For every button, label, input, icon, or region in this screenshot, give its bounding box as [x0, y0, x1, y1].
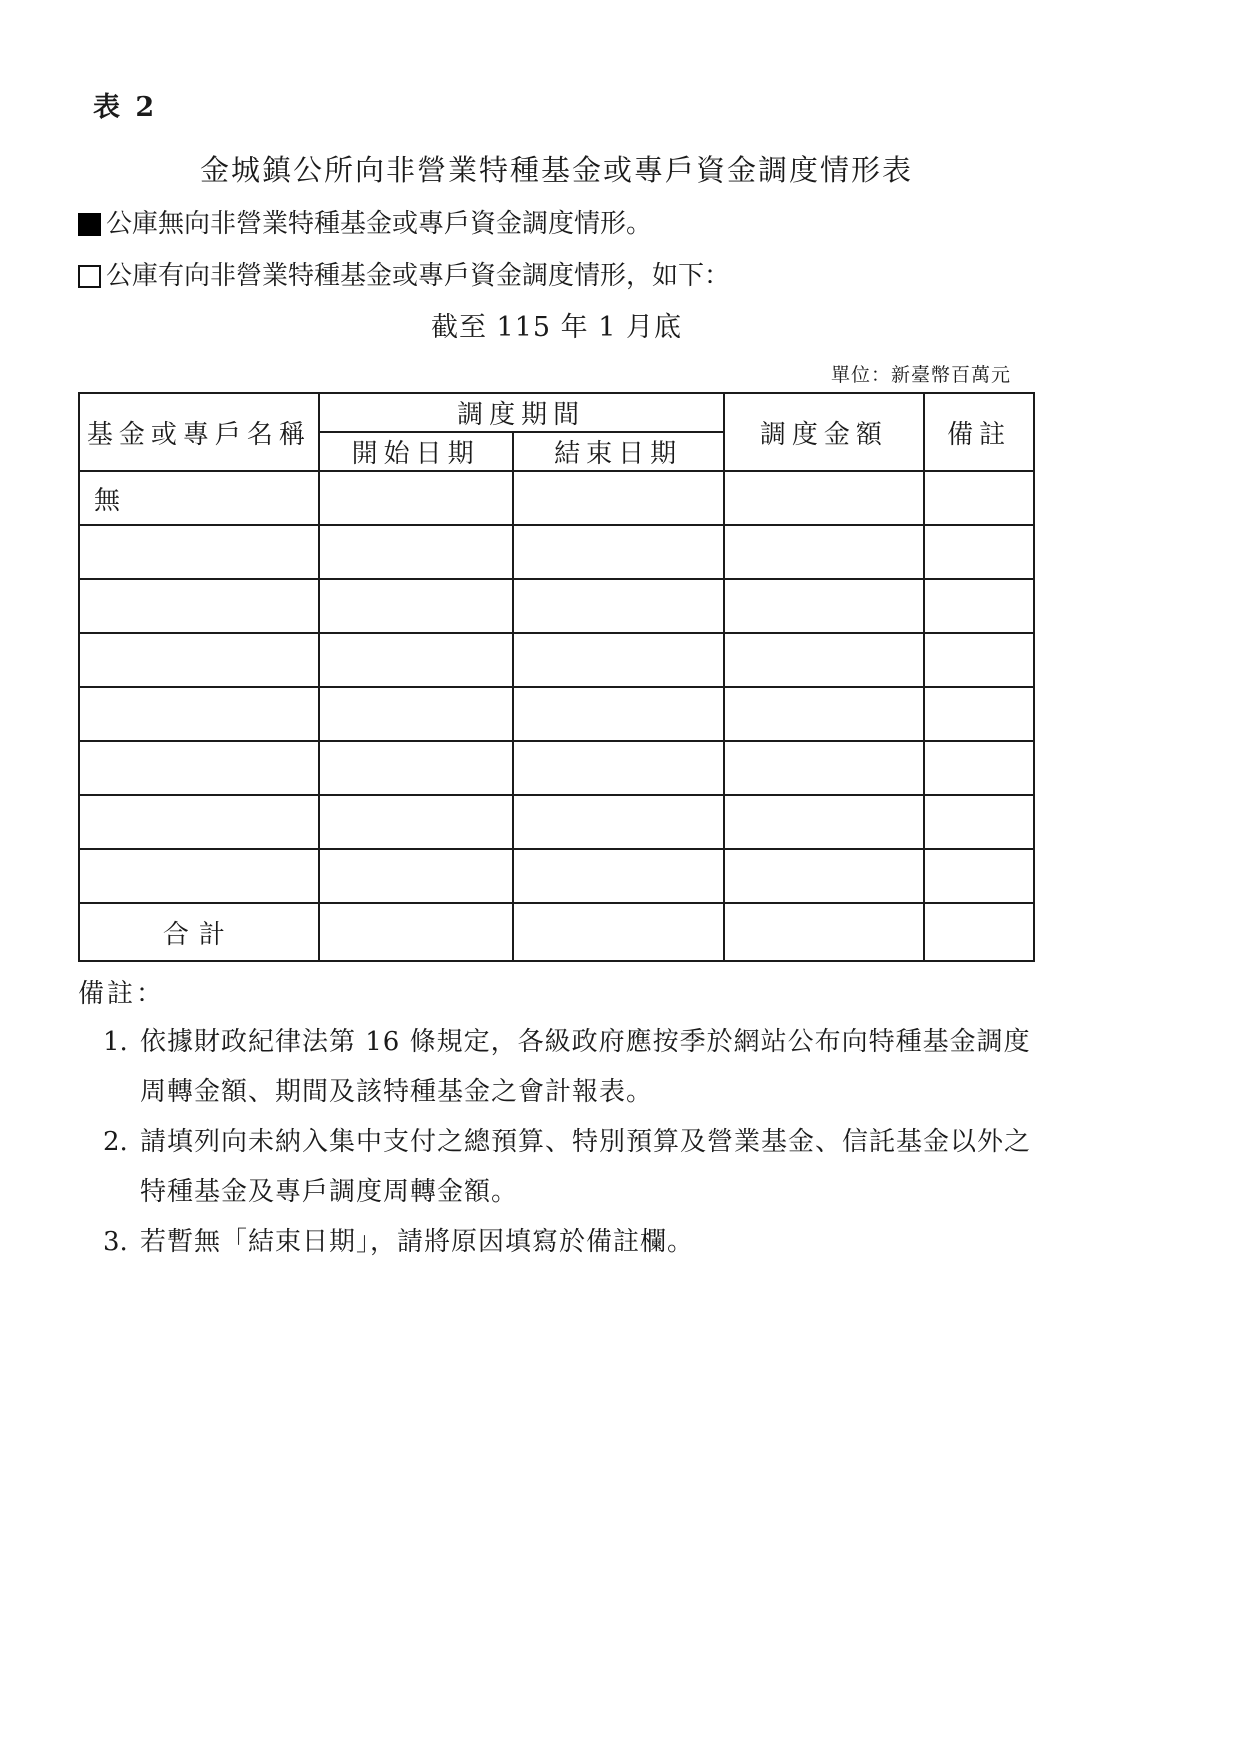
table-cell: [924, 471, 1034, 525]
as-of-date: 截至 115 年 1 月底: [430, 312, 683, 343]
checkbox-no-transfer-label: 公庫無向非營業特種基金或專戶資金調度情形。: [106, 209, 653, 239]
note-text: 依據財政紀律法第 16 條規定，各級政府應按季於網站公布向特種基金調度周轉金額、期間及該特種基金之會計報表。: [140, 1027, 1031, 1107]
fund-name-cell: 無: [79, 471, 319, 525]
table-cell: [513, 471, 724, 525]
header-start-date: 開始日期: [319, 432, 513, 471]
table-cell: [924, 903, 1034, 961]
table-row: [79, 849, 1034, 903]
table-cell: [924, 633, 1034, 687]
checkbox-filled-icon: [78, 213, 101, 236]
table-cell: [513, 795, 724, 849]
checkbox-empty-icon: [78, 265, 101, 288]
fund-name-cell: [79, 579, 319, 633]
total-row: [79, 903, 1034, 961]
table-cell: [924, 849, 1034, 903]
note-text: 請填列向未納入集中支付之總預算、特別預算及營業基金、信託基金以外之特種基金及專戶調度周轉金額。: [140, 1127, 1032, 1207]
header-row-1: [79, 393, 1034, 432]
unit-label: 單位：新臺幣百萬元: [830, 364, 1011, 386]
table-cell: [924, 525, 1034, 579]
funds-transfer-table: [78, 392, 1035, 962]
fund-name-cell: [79, 795, 319, 849]
fund-name-cell: [79, 741, 319, 795]
table-row: [79, 795, 1034, 849]
table-cell: [319, 849, 513, 903]
note-text: 若暫無「結束日期」，請將原因填寫於備註欄。: [140, 1227, 695, 1257]
table-cell: [513, 741, 724, 795]
table-row: [79, 579, 1034, 633]
note-item: [103, 1117, 1035, 1217]
table-cell: [724, 579, 925, 633]
table-cell: [724, 525, 925, 579]
table-cell: [924, 579, 1034, 633]
table-cell: [724, 849, 925, 903]
note-number: 1.: [103, 1027, 128, 1057]
checkbox-line-no-transfer: [78, 203, 1035, 245]
table-cell: [724, 633, 925, 687]
note-number: 3.: [103, 1227, 128, 1257]
table-row: [79, 525, 1034, 579]
table-cell: [924, 795, 1034, 849]
table-cell: [319, 741, 513, 795]
table-cell: [513, 525, 724, 579]
checkbox-has-transfer-label: 公庫有向非營業特種基金或專戶資金調度情形，如下：: [106, 261, 731, 291]
note-item: [103, 1217, 1035, 1267]
table-cell: [513, 687, 724, 741]
checkbox-line-has-transfer: [78, 255, 1035, 297]
page-title: 金城鎮公所向非營業特種基金或專戶資金調度情形表: [199, 153, 913, 187]
table-row: [79, 741, 1034, 795]
header-end-date: 結束日期: [513, 432, 724, 471]
table-cell: [724, 741, 925, 795]
note-item: [103, 1017, 1035, 1117]
notes-section: [78, 971, 1035, 1267]
notes-list: [103, 1017, 1035, 1267]
fund-name-cell: [79, 633, 319, 687]
table-cell: [724, 471, 925, 525]
fund-name-cell: [79, 849, 319, 903]
table-cell: [319, 795, 513, 849]
table-cell: [724, 687, 925, 741]
table-cell: [319, 471, 513, 525]
note-number: 2.: [103, 1127, 128, 1157]
table-cell: [924, 687, 1034, 741]
table-cell: [319, 579, 513, 633]
table-cell: [513, 579, 724, 633]
notes-heading: 備註：: [78, 979, 166, 1009]
table-row: [79, 687, 1034, 741]
header-period-group: 調度期間: [319, 393, 724, 432]
header-amount: 調度金額: [724, 393, 925, 471]
table-cell: [724, 795, 925, 849]
table-cell: [513, 633, 724, 687]
table-cell: [319, 687, 513, 741]
fund-name-cell: [79, 687, 319, 741]
table-cell: [319, 903, 513, 961]
table-cell: [319, 525, 513, 579]
header-note: 備註: [924, 393, 1034, 471]
table-cell: [513, 849, 724, 903]
table-row: [79, 633, 1034, 687]
total-label-cell: 合計: [79, 903, 319, 961]
table-number-label: 表 2: [93, 92, 158, 123]
table-row: [79, 471, 1034, 525]
table-cell: [924, 741, 1034, 795]
table-cell: [513, 903, 724, 961]
table-cell: [319, 633, 513, 687]
fund-name-cell: [79, 525, 319, 579]
header-fund-name: 基金或專戶名稱: [79, 393, 319, 471]
table-cell: [724, 903, 925, 961]
